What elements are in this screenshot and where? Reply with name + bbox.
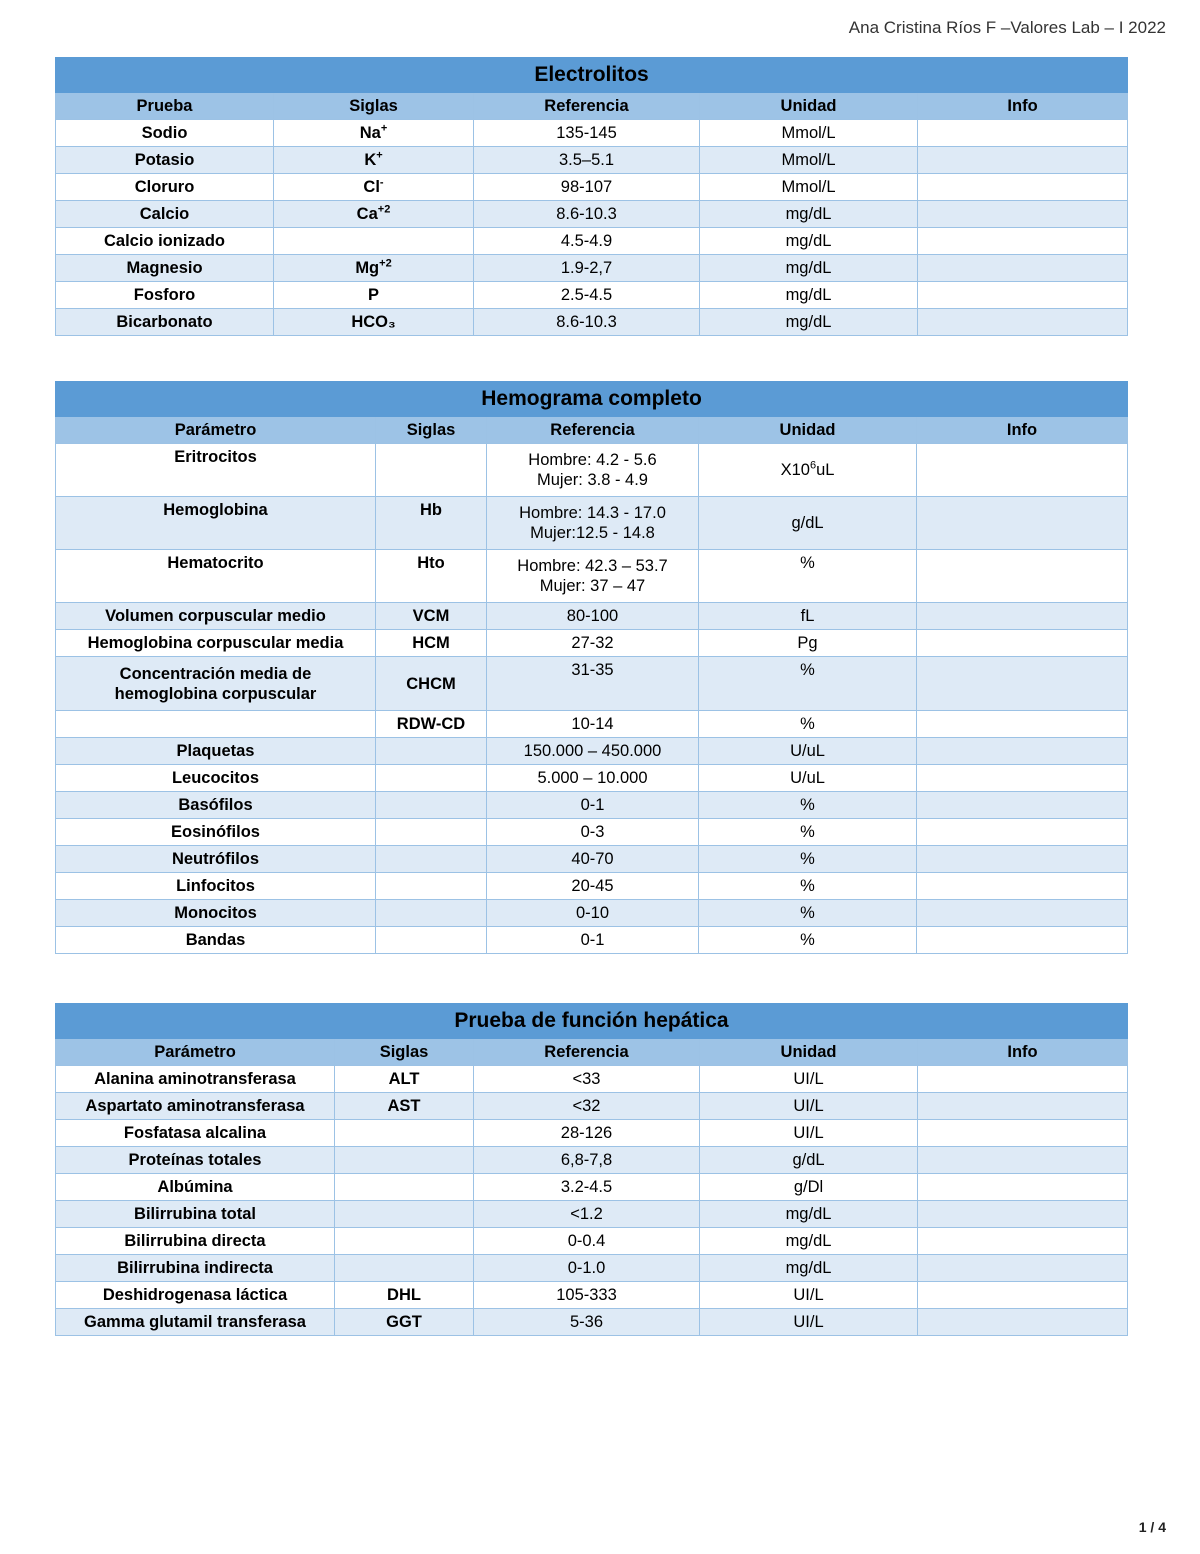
reference-value: 28-126 bbox=[474, 1120, 700, 1147]
unit: UI/L bbox=[700, 1120, 918, 1147]
abbr-text: Cl bbox=[363, 178, 380, 196]
table-row bbox=[56, 147, 1128, 174]
param-abbr bbox=[335, 1147, 474, 1174]
param-name: Eritrocitos bbox=[56, 444, 376, 497]
info-cell bbox=[917, 846, 1128, 873]
unit: % bbox=[699, 819, 917, 846]
info-cell bbox=[918, 201, 1128, 228]
param-abbr: ALT bbox=[335, 1066, 474, 1093]
test-name: Sodio bbox=[56, 120, 274, 147]
hemograma-table bbox=[55, 381, 1128, 954]
table-row bbox=[56, 1201, 1128, 1228]
abbr-superscript: + bbox=[380, 122, 388, 135]
param-abbr bbox=[376, 444, 487, 497]
param-abbr: VCM bbox=[376, 603, 487, 630]
test-name: Calcio ionizado bbox=[56, 228, 274, 255]
info-cell bbox=[918, 120, 1128, 147]
info-cell bbox=[918, 1147, 1128, 1174]
info-cell bbox=[917, 444, 1128, 497]
param-abbr: CHCM bbox=[376, 657, 487, 711]
param-abbr bbox=[376, 738, 487, 765]
param-name-line: Concentración media de bbox=[119, 664, 312, 683]
test-abbr bbox=[274, 147, 474, 174]
info-cell bbox=[918, 309, 1128, 336]
unit-base: X10 bbox=[780, 461, 810, 479]
unit: mg/dL bbox=[700, 228, 918, 255]
param-name: Aspartato aminotransferasa bbox=[56, 1093, 335, 1120]
column-header: Parámetro bbox=[56, 417, 376, 444]
page-header: Ana Cristina Ríos F –Valores Lab – I 2022 bbox=[848, 18, 1166, 37]
info-cell bbox=[918, 228, 1128, 255]
unit: g/dL bbox=[700, 1147, 918, 1174]
unit: UI/L bbox=[700, 1066, 918, 1093]
param-abbr: Hb bbox=[376, 497, 487, 550]
param-name: Proteínas totales bbox=[56, 1147, 335, 1174]
electrolitos-table bbox=[55, 57, 1128, 336]
abbr-text: P bbox=[367, 286, 379, 304]
table-row bbox=[56, 1093, 1128, 1120]
reference-female: Mujer:12.5 - 14.8 bbox=[530, 524, 655, 542]
table-row bbox=[56, 1066, 1128, 1093]
table-row bbox=[56, 1120, 1128, 1147]
reference-value: 98-107 bbox=[474, 174, 700, 201]
unit: mg/dL bbox=[700, 1201, 918, 1228]
unit: g/Dl bbox=[700, 1174, 918, 1201]
unit: mg/dL bbox=[700, 1255, 918, 1282]
unit: % bbox=[699, 900, 917, 927]
param-name: Bilirrubina total bbox=[56, 1201, 335, 1228]
info-cell bbox=[917, 711, 1128, 738]
hepatica-column-headers bbox=[56, 1039, 1128, 1066]
param-abbr: RDW-CD bbox=[376, 711, 487, 738]
hepatica-table bbox=[55, 1003, 1128, 1336]
unit: Mmol/L bbox=[700, 147, 918, 174]
unit: % bbox=[699, 792, 917, 819]
unit: U/uL bbox=[699, 765, 917, 792]
reference-value: 3.2-4.5 bbox=[474, 1174, 700, 1201]
unit: % bbox=[699, 657, 917, 711]
reference-male: Hombre: 42.3 – 53.7 bbox=[517, 557, 668, 575]
param-abbr: Hto bbox=[376, 550, 487, 603]
unit: % bbox=[699, 550, 917, 603]
table-row bbox=[56, 1228, 1128, 1255]
table-row bbox=[56, 282, 1128, 309]
param-abbr bbox=[335, 1255, 474, 1282]
param-abbr bbox=[376, 873, 487, 900]
test-name: Cloruro bbox=[56, 174, 274, 201]
unit: % bbox=[699, 927, 917, 954]
test-name: Bicarbonato bbox=[56, 309, 274, 336]
reference-value: 5.000 – 10.000 bbox=[487, 765, 699, 792]
reference-value: 0-1 bbox=[487, 927, 699, 954]
unit: % bbox=[699, 873, 917, 900]
reference-value: 1.9-2,7 bbox=[474, 255, 700, 282]
param-name: Deshidrogenasa láctica bbox=[56, 1282, 335, 1309]
param-name bbox=[56, 711, 376, 738]
reference-value: 80-100 bbox=[487, 603, 699, 630]
param-name: Hematocrito bbox=[56, 550, 376, 603]
param-name: Albúmina bbox=[56, 1174, 335, 1201]
reference-value: 0-1 bbox=[487, 792, 699, 819]
info-cell bbox=[917, 873, 1128, 900]
test-abbr bbox=[274, 120, 474, 147]
param-abbr: HCM bbox=[376, 630, 487, 657]
info-cell bbox=[918, 1255, 1128, 1282]
abbr-text: K bbox=[364, 151, 377, 169]
info-cell bbox=[918, 282, 1128, 309]
table-row bbox=[56, 900, 1128, 927]
reference-value: 2.5-4.5 bbox=[474, 282, 700, 309]
info-cell bbox=[918, 1093, 1128, 1120]
table-row bbox=[56, 603, 1128, 630]
reference-female: Mujer: 3.8 - 4.9 bbox=[537, 471, 648, 489]
reference-value bbox=[487, 444, 699, 497]
param-abbr bbox=[335, 1201, 474, 1228]
reference-value: 135-145 bbox=[474, 120, 700, 147]
column-header: Prueba bbox=[56, 93, 274, 120]
test-name: Fosforo bbox=[56, 282, 274, 309]
table-row bbox=[56, 765, 1128, 792]
param-name: Hemoglobina bbox=[56, 497, 376, 550]
abbr-text: HCO₃ bbox=[351, 313, 396, 331]
unit: Mmol/L bbox=[700, 174, 918, 201]
column-header: Siglas bbox=[376, 417, 487, 444]
info-cell bbox=[917, 792, 1128, 819]
param-abbr bbox=[376, 927, 487, 954]
abbr-superscript: + bbox=[376, 149, 383, 162]
column-header: Referencia bbox=[474, 1039, 700, 1066]
param-abbr bbox=[376, 900, 487, 927]
test-name: Magnesio bbox=[56, 255, 274, 282]
reference-value bbox=[487, 550, 699, 603]
column-header: Siglas bbox=[274, 93, 474, 120]
unit: mg/dL bbox=[700, 255, 918, 282]
reference-value: 0-3 bbox=[487, 819, 699, 846]
column-header: Info bbox=[917, 417, 1128, 444]
unit: UI/L bbox=[700, 1093, 918, 1120]
param-name: Monocitos bbox=[56, 900, 376, 927]
reference-value: 0-0.4 bbox=[474, 1228, 700, 1255]
abbr-text: Ca bbox=[356, 205, 378, 223]
reference-value: 27-32 bbox=[487, 630, 699, 657]
param-abbr bbox=[335, 1228, 474, 1255]
reference-value: 6,8-7,8 bbox=[474, 1147, 700, 1174]
param-abbr bbox=[376, 765, 487, 792]
reference-value: 20-45 bbox=[487, 873, 699, 900]
abbr-text: Mg bbox=[355, 259, 380, 277]
param-abbr bbox=[335, 1120, 474, 1147]
info-cell bbox=[918, 1201, 1128, 1228]
reference-value: 3.5–5.1 bbox=[474, 147, 700, 174]
hemograma-title: Hemograma completo bbox=[56, 382, 1128, 417]
unit: UI/L bbox=[700, 1282, 918, 1309]
column-header: Info bbox=[918, 93, 1128, 120]
param-abbr bbox=[376, 819, 487, 846]
info-cell bbox=[917, 819, 1128, 846]
table-row bbox=[56, 1174, 1128, 1201]
param-name: Bilirrubina indirecta bbox=[56, 1255, 335, 1282]
table-row bbox=[56, 120, 1128, 147]
test-abbr bbox=[274, 309, 474, 336]
table-row bbox=[56, 846, 1128, 873]
info-cell bbox=[918, 1309, 1128, 1336]
table-row bbox=[56, 1282, 1128, 1309]
info-cell bbox=[917, 497, 1128, 550]
table-row bbox=[56, 550, 1128, 603]
unit-suffix: uL bbox=[816, 461, 835, 479]
param-name-line: hemoglobina corpuscular bbox=[114, 684, 317, 703]
reference-value: <33 bbox=[474, 1066, 700, 1093]
reference-value: 31-35 bbox=[487, 657, 699, 711]
test-name: Calcio bbox=[56, 201, 274, 228]
unit: g/dL bbox=[699, 497, 917, 550]
reference-male: Hombre: 14.3 - 17.0 bbox=[519, 504, 666, 522]
unit: Pg bbox=[699, 630, 917, 657]
column-header: Unidad bbox=[699, 417, 917, 444]
param-name: Basófilos bbox=[56, 792, 376, 819]
unit: Mmol/L bbox=[700, 120, 918, 147]
table-row bbox=[56, 309, 1128, 336]
test-abbr bbox=[274, 255, 474, 282]
test-abbr bbox=[274, 174, 474, 201]
unit: mg/dL bbox=[700, 282, 918, 309]
reference-value: <1.2 bbox=[474, 1201, 700, 1228]
info-cell bbox=[918, 255, 1128, 282]
info-cell bbox=[917, 603, 1128, 630]
reference-value: 5-36 bbox=[474, 1309, 700, 1336]
param-name bbox=[56, 657, 376, 711]
info-cell bbox=[917, 927, 1128, 954]
table-row bbox=[56, 657, 1128, 711]
unit: UI/L bbox=[700, 1309, 918, 1336]
reference-value: 4.5-4.9 bbox=[474, 228, 700, 255]
param-name: Gamma glutamil transferasa bbox=[56, 1309, 335, 1336]
unit: mg/dL bbox=[700, 1228, 918, 1255]
reference-value: 150.000 – 450.000 bbox=[487, 738, 699, 765]
table-row bbox=[56, 174, 1128, 201]
hepatica-title: Prueba de función hepática bbox=[56, 1004, 1128, 1039]
unit: fL bbox=[699, 603, 917, 630]
param-abbr: GGT bbox=[335, 1309, 474, 1336]
column-header: Info bbox=[918, 1039, 1128, 1066]
unit: % bbox=[699, 711, 917, 738]
unit: mg/dL bbox=[700, 201, 918, 228]
info-cell bbox=[918, 147, 1128, 174]
param-name: Neutrófilos bbox=[56, 846, 376, 873]
table-row bbox=[56, 497, 1128, 550]
abbr-superscript: +2 bbox=[377, 203, 391, 216]
unit-exponent: 6 bbox=[809, 459, 817, 472]
page-number: 1 / 4 bbox=[1138, 1519, 1166, 1535]
table-row bbox=[56, 1147, 1128, 1174]
reference-value: 0-1.0 bbox=[474, 1255, 700, 1282]
electrolitos-title: Electrolitos bbox=[56, 58, 1128, 93]
info-cell bbox=[917, 657, 1128, 711]
info-cell bbox=[918, 1174, 1128, 1201]
param-name: Bilirrubina directa bbox=[56, 1228, 335, 1255]
info-cell bbox=[917, 900, 1128, 927]
table-row bbox=[56, 1309, 1128, 1336]
abbr-superscript: - bbox=[379, 176, 384, 189]
info-cell bbox=[918, 1120, 1128, 1147]
param-name: Leucocitos bbox=[56, 765, 376, 792]
electrolitos-column-headers bbox=[56, 93, 1128, 120]
column-header: Siglas bbox=[335, 1039, 474, 1066]
reference-value: 8.6-10.3 bbox=[474, 201, 700, 228]
table-row bbox=[56, 819, 1128, 846]
reference-value: 40-70 bbox=[487, 846, 699, 873]
info-cell bbox=[917, 550, 1128, 603]
info-cell bbox=[917, 738, 1128, 765]
table-row bbox=[56, 228, 1128, 255]
param-name: Plaquetas bbox=[56, 738, 376, 765]
param-name: Alanina aminotransferasa bbox=[56, 1066, 335, 1093]
unit: U/uL bbox=[699, 738, 917, 765]
info-cell bbox=[918, 1228, 1128, 1255]
unit: mg/dL bbox=[700, 309, 918, 336]
abbr-superscript: +2 bbox=[379, 257, 392, 270]
info-cell bbox=[918, 1066, 1128, 1093]
reference-value bbox=[487, 497, 699, 550]
test-abbr bbox=[274, 282, 474, 309]
table-row bbox=[56, 201, 1128, 228]
column-header: Referencia bbox=[487, 417, 699, 444]
param-abbr bbox=[335, 1174, 474, 1201]
abbr-text: Na bbox=[359, 124, 381, 142]
param-abbr bbox=[376, 846, 487, 873]
unit: % bbox=[699, 846, 917, 873]
param-abbr: DHL bbox=[335, 1282, 474, 1309]
param-name: Linfocitos bbox=[56, 873, 376, 900]
test-abbr bbox=[274, 228, 474, 255]
column-header: Referencia bbox=[474, 93, 700, 120]
param-name: Fosfatasa alcalina bbox=[56, 1120, 335, 1147]
reference-value: 10-14 bbox=[487, 711, 699, 738]
reference-female: Mujer: 37 – 47 bbox=[539, 577, 646, 595]
column-header: Parámetro bbox=[56, 1039, 335, 1066]
param-abbr bbox=[376, 792, 487, 819]
table-row bbox=[56, 792, 1128, 819]
unit bbox=[699, 444, 917, 497]
reference-value: 0-10 bbox=[487, 900, 699, 927]
test-abbr bbox=[274, 201, 474, 228]
table-row bbox=[56, 873, 1128, 900]
param-name: Bandas bbox=[56, 927, 376, 954]
table-row bbox=[56, 444, 1128, 497]
hemograma-column-headers bbox=[56, 417, 1128, 444]
reference-value: 105-333 bbox=[474, 1282, 700, 1309]
info-cell bbox=[917, 765, 1128, 792]
table-row bbox=[56, 255, 1128, 282]
column-header: Unidad bbox=[700, 93, 918, 120]
param-abbr: AST bbox=[335, 1093, 474, 1120]
column-header: Unidad bbox=[700, 1039, 918, 1066]
table-row bbox=[56, 711, 1128, 738]
table-row bbox=[56, 1255, 1128, 1282]
reference-value: <32 bbox=[474, 1093, 700, 1120]
table-row bbox=[56, 630, 1128, 657]
info-cell bbox=[918, 1282, 1128, 1309]
info-cell bbox=[918, 174, 1128, 201]
param-name: Eosinófilos bbox=[56, 819, 376, 846]
test-name: Potasio bbox=[56, 147, 274, 174]
table-row bbox=[56, 738, 1128, 765]
table-row bbox=[56, 927, 1128, 954]
reference-value: 8.6-10.3 bbox=[474, 309, 700, 336]
param-name: Hemoglobina corpuscular media bbox=[56, 630, 376, 657]
param-name: Volumen corpuscular medio bbox=[56, 603, 376, 630]
reference-male: Hombre: 4.2 - 5.6 bbox=[528, 451, 657, 469]
info-cell bbox=[917, 630, 1128, 657]
